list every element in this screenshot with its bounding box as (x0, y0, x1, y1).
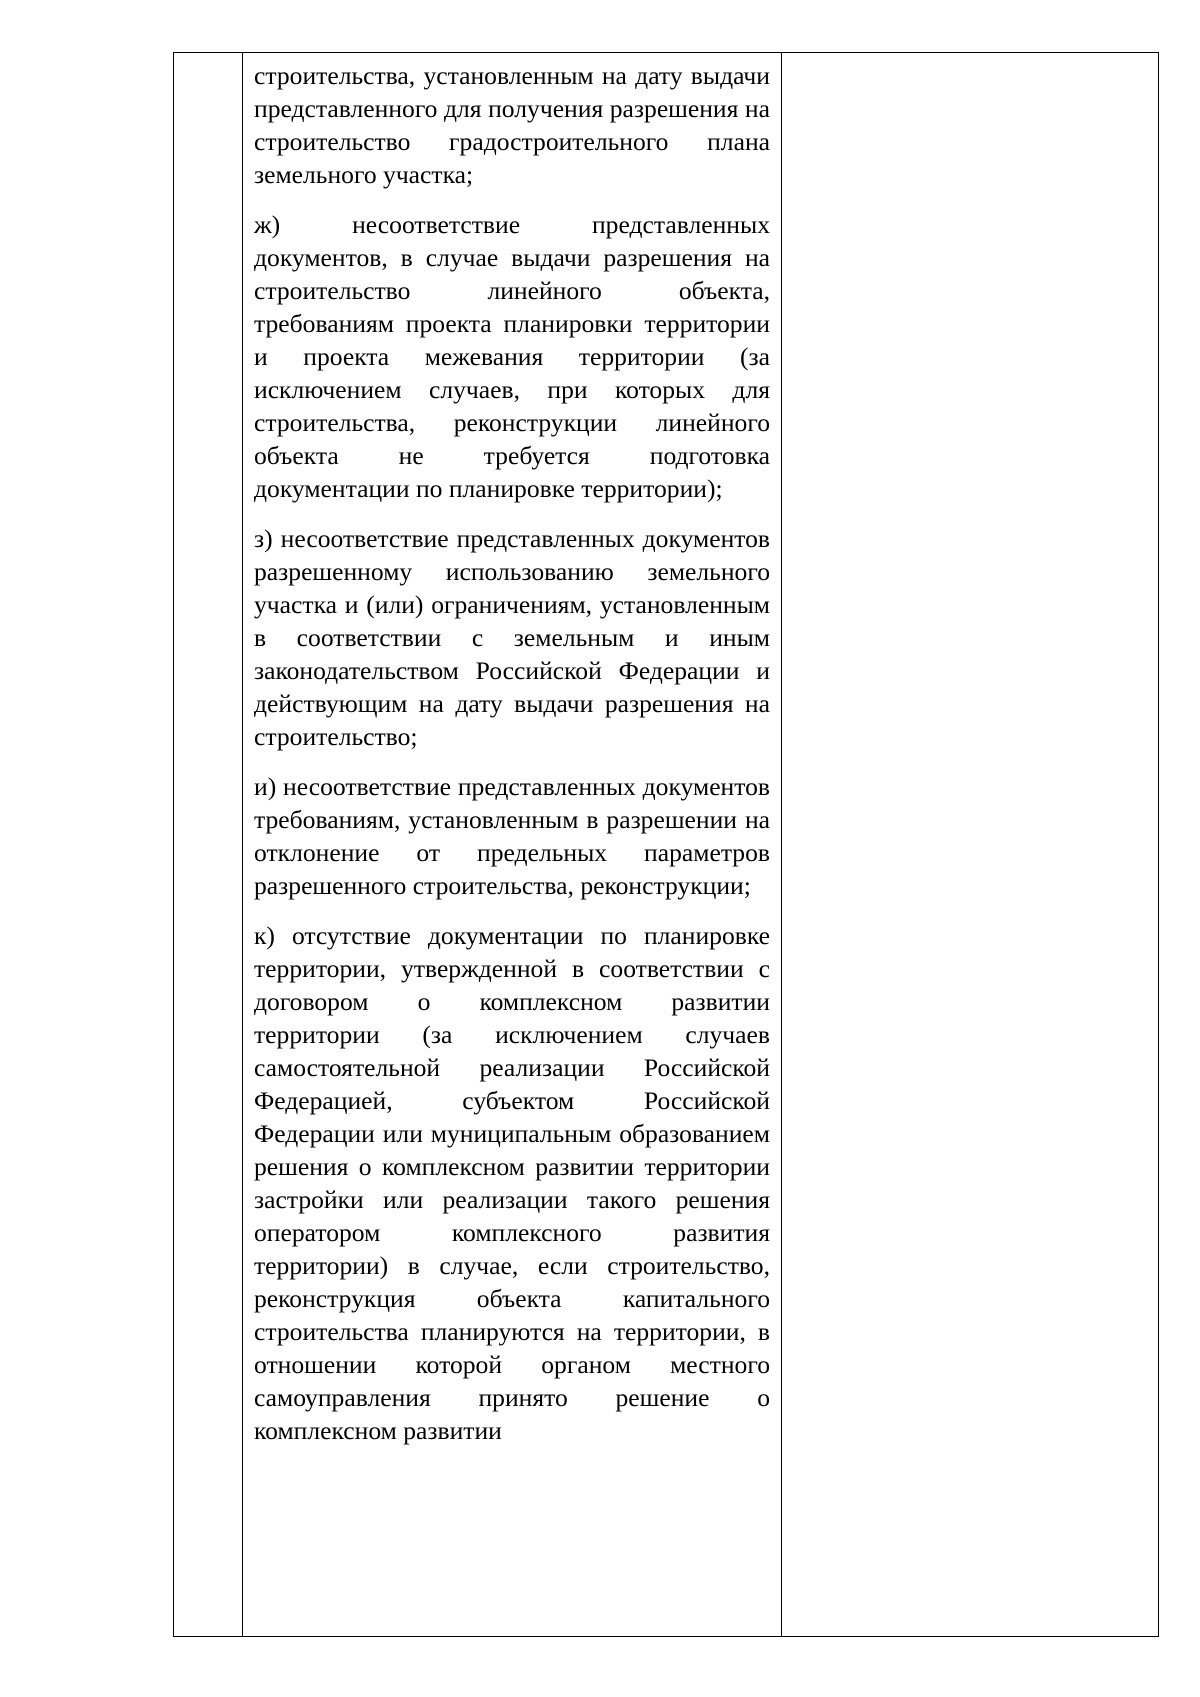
paragraph-continuation: строительства, установленным на дату выдачи представленного для получения разрешения на строительство градостроительного плана земельного участка; (254, 61, 770, 189)
table-cell-number (174, 53, 243, 1636)
table-cell-text (243, 53, 782, 1636)
document-table (173, 52, 1159, 1637)
paragraph-item-zh: ж) несоответствие представленных документов, в случае выдачи разрешения на строительство линейного объекта, требованиям проекта планировки территории и проекта межевания территории (за исключением случаев, при которых для строительства, реконструкции линейного объекта не требуется подготовка документации по планировке территории); (254, 210, 770, 503)
paragraph-item-i: и) несоответствие представленных документов требованиям, установленным в разрешении на отклонение от предельных параметров разрешенного строительства, реконструкции; (254, 772, 770, 900)
paragraph-item-k: к) отсутствие документации по планировке территории, утвержденной в соответствии с договором о комплексном развитии территории (за исключением случаев самостоятельной реализации Российской Федерацией, субъектом Российской Федерации или муниципальным образованием решения о комплексном развитии территории застройки или реализации такого решения оператором комплексного развития территории) в случае, если строительство, реконструкция объекта капитального строительства планируются на территории, в отношении которой органом местного самоуправления принято решение о комплексном развитии (254, 921, 770, 1445)
table-cell-notes (782, 53, 1158, 1636)
paragraph-item-z: з) несоответствие представленных документов разрешенному использованию земельного участка и (или) ограничениям, установленным в соответствии с земельным и иным законодательством Российской Федерации и действующим на дату выдачи разрешения на строительство; (254, 524, 770, 751)
